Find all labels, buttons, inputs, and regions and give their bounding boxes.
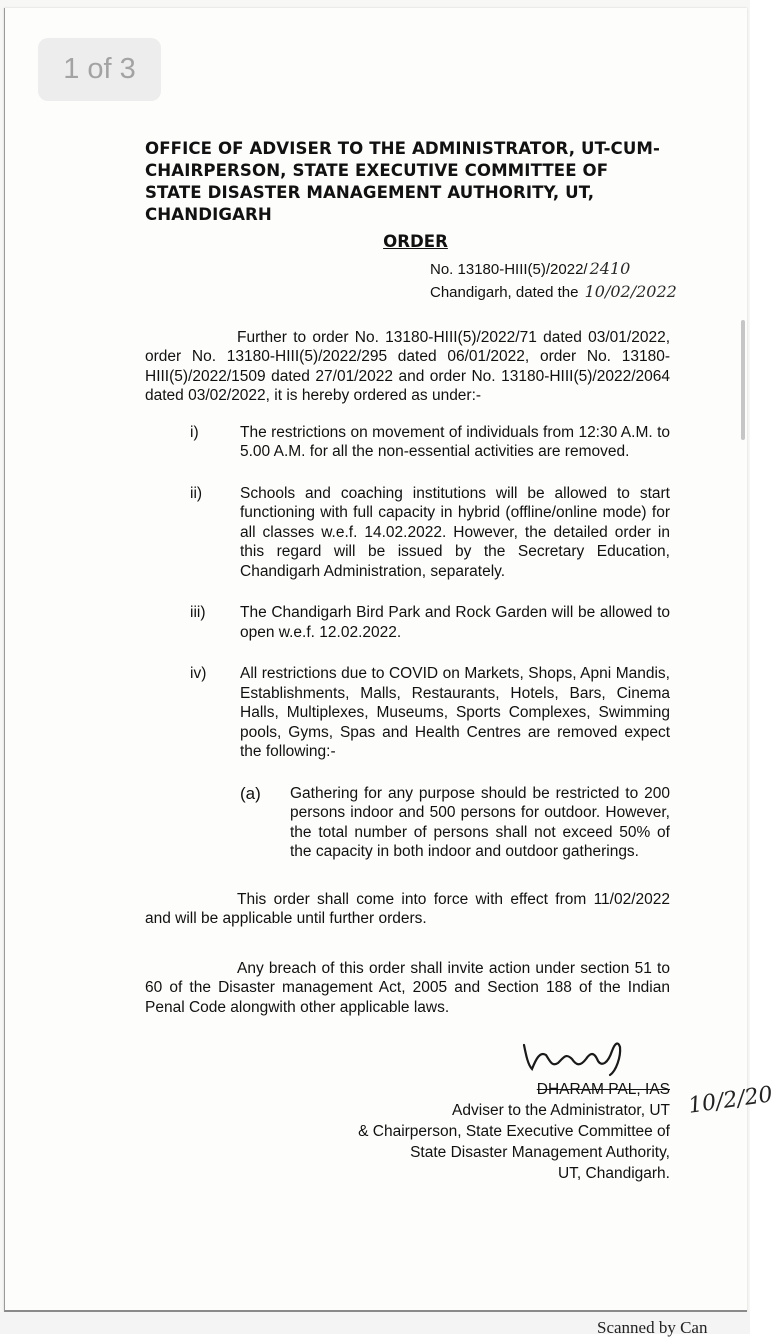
item-number: i) bbox=[190, 423, 199, 441]
item-text: The restrictions on movement of individuals from 12:30 A.M. to 5.00 A.M. for all the non-essential activities are removed. bbox=[240, 423, 670, 460]
subitem-number: (a) bbox=[240, 783, 261, 803]
order-item bbox=[145, 664, 670, 762]
item-text: The Chandigarh Bird Park and Rock Garden will be allowed to open w.e.f. 12.02.2022. bbox=[240, 604, 670, 641]
reference-number-handwritten: 2410 bbox=[589, 258, 631, 278]
signatory-title-line: Adviser to the Administrator, UT bbox=[452, 1102, 670, 1119]
handwritten-signature-icon bbox=[520, 1037, 630, 1077]
signatory-title-line: & Chairperson, State Executive Committee of bbox=[358, 1123, 670, 1140]
office-heading: OFFICE OF ADVISER TO THE ADMINISTRATOR, UT-CUM-CHAIRPERSON, STATE EXECUTIVE COMMITTEE OF STATE DISASTER MANAGEMENT AUTHORITY, UT, CHANDIGARH bbox=[145, 139, 661, 224]
scanner-footer: Scanned by Can bbox=[597, 1318, 708, 1337]
item-text: Schools and coaching institutions will be allowed to start functioning with full capacity in hybrid (offline/online mode) for all classes w.e.f. 14.02.2022. However, the detailed order in this regard will be issued by the Secretary Education, Chandigarh Administration, separately. bbox=[240, 484, 670, 580]
item-number: iv) bbox=[190, 665, 207, 682]
signature-scribble bbox=[340, 1035, 670, 1079]
date-handwritten: 10/02/2022 bbox=[584, 281, 677, 301]
order-item bbox=[145, 484, 670, 582]
signature-block bbox=[340, 1035, 670, 1184]
reference-block bbox=[430, 258, 677, 304]
item-number: ii) bbox=[190, 484, 203, 502]
signatory-name: DHARAM PAL, IAS bbox=[536, 1081, 670, 1098]
subitem-text: Gathering for any purpose should be restricted to 200 persons indoor and 500 persons for outdoor. However, the total number of persons shall not exceed 50% of the capacity in both indoor and outdoor gatherings. bbox=[290, 784, 670, 860]
order-subitem bbox=[240, 784, 670, 862]
order-item bbox=[145, 603, 670, 642]
closing-paragraph: This order shall come into force with effect from 11/02/2022 and will be applicable until further orders. bbox=[145, 890, 670, 927]
page-counter: 1 of 3 bbox=[38, 38, 161, 101]
reference-number-line bbox=[430, 258, 670, 281]
reference-number-label: No. 13180-HIII(5)/2022/ bbox=[430, 260, 588, 278]
order-items-list bbox=[145, 423, 670, 862]
date-line bbox=[430, 281, 677, 304]
signatory-title-line: State Disaster Management Authority, bbox=[410, 1144, 670, 1161]
signatory-title-line: UT, Chandigarh. bbox=[557, 1165, 670, 1182]
document-body bbox=[145, 138, 677, 1017]
order-item bbox=[145, 423, 670, 462]
breach-paragraph: Any breach of this order shall invite action under section 51 to 60 of the Disaster management Act, 2005 and Section 188 of the Indian Penal Code alongwith other applicable laws. bbox=[145, 959, 670, 1016]
item-text: All restrictions due to COVID on Markets, Shops, Apni Mandis, Establishments, Malls, Restaurants, Hotels, Bars, Cinema Halls, Multiplexes, Museums, Sports Complexes, Swimming pools, Gyms, Spas and Health Centres are removed expect the following:- bbox=[240, 665, 670, 760]
item-number: iii) bbox=[190, 604, 206, 621]
intro-paragraph: Further to order No. 13180-HIII(5)/2022/71 dated 03/01/2022, order No. 13180-HIII(5)/2022/295 dated 06/01/2022, order No. 13180-HIII(5)/2022/1509 dated 27/01/2022 and order No. 13180-HIII(5)/2022/2064 dated 03/02/2022, it is hereby ordered as under:- bbox=[145, 328, 670, 404]
date-label: Chandigarh, dated the bbox=[430, 283, 579, 301]
margin-handwritten-date: 10/2/20 bbox=[686, 1082, 774, 1119]
order-title: ORDER bbox=[383, 232, 448, 251]
scrollbar[interactable] bbox=[741, 320, 745, 440]
